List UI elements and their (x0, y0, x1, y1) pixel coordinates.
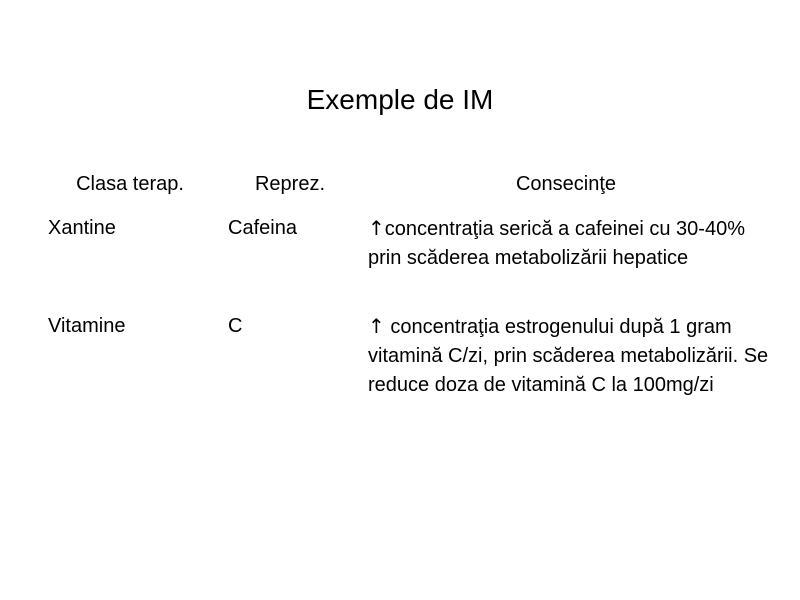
interactions-table (40, 170, 770, 396)
header-clasa-terap: Clasa terap. (76, 173, 184, 195)
cell-clasa: Xantine (48, 217, 116, 239)
consecinte-text: concentraţia serică a cafeinei cu 30-40% prin scăderea metabolizării hepatice (368, 218, 745, 269)
cell-reprez: C (228, 315, 243, 337)
slide-title: Exemple de IM (306, 84, 494, 115)
table-header-row (40, 170, 770, 204)
header-reprez: Reprez. (254, 173, 326, 195)
arrow-up-icon: ↑ (368, 314, 385, 338)
header-consecinte: Consecinţe (515, 173, 617, 195)
cell-reprez: Cafeina (228, 217, 297, 239)
cell-clasa: Vitamine (48, 315, 126, 337)
cell-consecinte (368, 214, 770, 273)
consecinte-text: concentraţia estrogenului după 1 gram vitamină C/zi, prin scăderea metabolizării. Se reduce doza de vitamină C la 100mg/zi (368, 316, 769, 396)
table-row (40, 312, 770, 432)
cell-consecinte (368, 312, 770, 400)
arrow-up-icon: ↑ (368, 216, 385, 240)
table-row (40, 214, 770, 304)
